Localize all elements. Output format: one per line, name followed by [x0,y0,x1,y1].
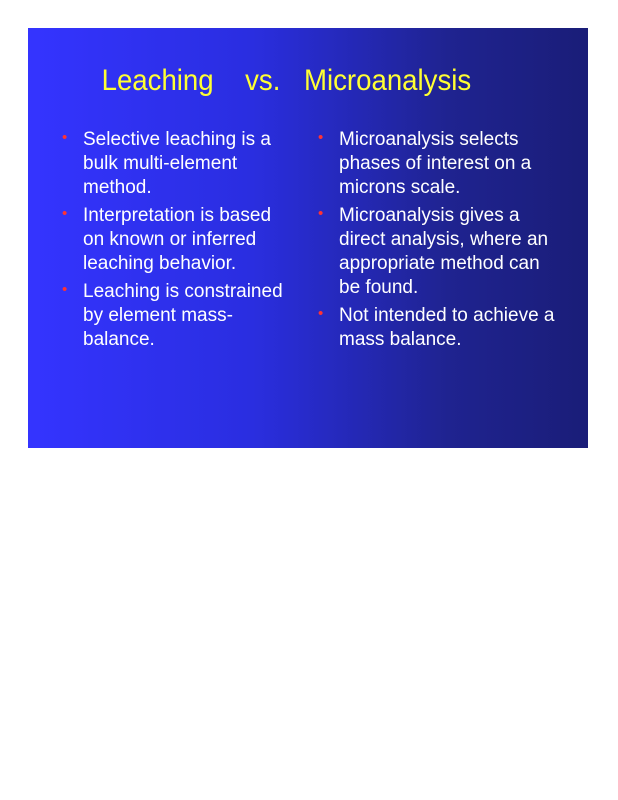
title-microanalysis: Microanalysis [304,64,472,97]
bullet-icon: • [62,129,68,146]
leaching-column [60,128,290,356]
bullet-text: Microanalysis gives a direct analysis, where an appropriate method can be found. [339,205,549,298]
bullet-text: Selective leaching is a bulk multi-element method. [83,129,271,198]
leaching-bullet-list [60,128,290,352]
title-vs: vs. [245,64,281,97]
bullet-icon: • [318,205,324,222]
bullet-text: Leaching is constrained by element mass-balance. [83,281,283,350]
list-item [60,204,290,276]
title-leaching: Leaching [101,64,214,97]
list-item [60,280,290,352]
list-item [316,204,556,300]
bullet-icon: • [318,305,324,322]
slide [28,28,588,448]
list-item [60,128,290,200]
bullet-icon: • [62,281,68,298]
bullet-text: Microanalysis selects phases of interest on a microns scale. [339,129,532,198]
bullet-text: Not intended to achieve a mass balance. [339,305,555,350]
bullet-icon: • [62,205,68,222]
microanalysis-column [316,128,556,356]
microanalysis-bullet-list [316,128,556,352]
list-item [316,128,556,200]
bullet-icon: • [318,129,324,146]
list-item [316,304,556,352]
bullet-text: Interpretation is based on known or inferred leaching behavior. [83,205,272,274]
